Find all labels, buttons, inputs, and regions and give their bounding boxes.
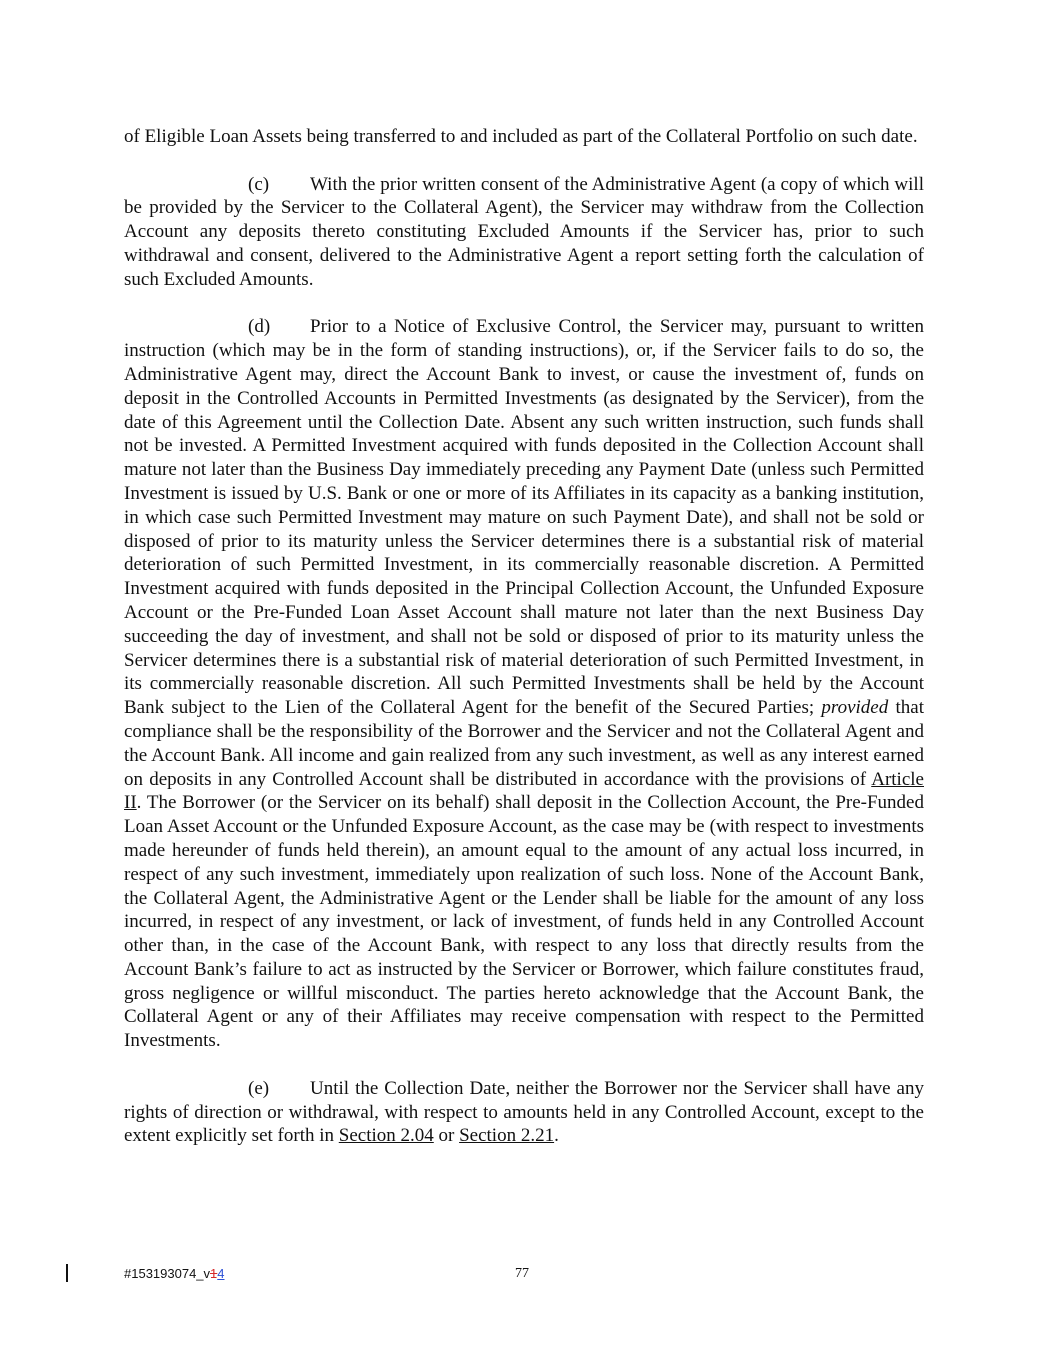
section-2-04-reference[interactable]: Section 2.04 — [338, 1125, 434, 1147]
provided-term: provided — [821, 697, 889, 719]
doc-id-prefix: #153193074_v — [124, 1266, 211, 1281]
paragraph-d — [124, 315, 924, 1053]
page-number: 77 — [515, 1266, 529, 1281]
paragraph-c — [124, 173, 924, 292]
article-ii-reference[interactable]: Article II — [124, 768, 924, 814]
footer-document-id — [124, 1266, 225, 1281]
deleted-version: 1 — [210, 1266, 218, 1281]
paragraph-e-text-2: or — [433, 1125, 460, 1147]
paragraph-d-text-1: Prior to a Notice of Exclusive Control, the Servicer may, pursuant to written instruction (which may be in the form of standing instructions), or, if the Servicer fails to do so, the Administrative Agent may, direct the Account Bank to invest, or cause the investment of, funds on deposit in the Controlled Accounts in Permitted Investments (as designated by the Servicer), from the date of this Agreement until the Collection Date. Absent any such written instruction, such funds shall not be invested. A Permitted Investment acquired with funds deposited in the Collection Account shall mature not later than the Business Day immediately preceding any Payment Date (unless such Permitted Investment is issued by U.S. Bank or one or more of its Affiliates in its capacity as a banking institution, in which case such Permitted Investment may mature on such Payment Date), and shall not be sold or disposed of prior to its maturity unless the Servicer determines there is a substantial risk of material deterioration of such Permitted Investment, in its commercially reasonable discretion. A Permitted Investment acquired with funds deposited in the Principal Collection Account, the Unfunded Exposure Account or the Pre-Funded Loan Asset Account shall mature not later than the next Business Day succeeding the day of investment, and shall not be sold or disposed of prior to its maturity unless the Servicer determines there is a substantial risk of material deterioration of such Permitted Investment, in its commercially reasonable discretion. All such Permitted Investments shall be held by the Account Bank subject to the Lien of the Collateral Agent for the benefit of the Secured Parties; — [124, 316, 924, 719]
paragraph-d-text-3: . The Borrower (or the Servicer on its behalf) shall deposit in the Collection Account, the Pre-Funded Loan Asset Account or the Unfunded Exposure Account, as the case may be (with respect to investments made hereunder of funds held therein), an amount equal to the amount of any actual loss incurred, in respect of any such investment, immediately upon realization of such loss. None of the Account Bank, the Collateral Agent, the Administrative Agent or the Lender shall be liable for the amount of any loss incurred, in respect of any investment, or lack of investment, of funds held in any Controlled Account other than, in the case of the Account Bank, with respect to any loss that directly results from the Account Bank’s failure to act as instructed by the Servicer or Borrower, which failure constitutes fraud, gross negligence or willful misconduct. The parties hereto acknowledge that the Account Bank, the Collateral Agent or any of their Affiliates may receive compensation with respect to the Permitted Investments. — [124, 792, 924, 1052]
section-2-21-reference[interactable]: Section 2.21 — [459, 1125, 555, 1147]
paragraph-e-text-1: Until the Collection Date, neither the Borrower nor the Servicer shall have any rights of direction or withdrawal, with respect to amounts held in any Controlled Account, except to the extent explicitly set forth in — [124, 1077, 924, 1147]
paragraph-e — [124, 1077, 924, 1148]
document-body — [124, 125, 924, 1172]
paragraph-d-label: (d) — [248, 316, 271, 338]
paragraph-c-label: (c) — [248, 173, 270, 195]
inserted-version: 4 — [217, 1266, 225, 1281]
paragraph-e-text-3: . — [554, 1125, 559, 1147]
paragraph-intro: of Eligible Loan Assets being transferred to and included as part of the Collateral Portfolio on such date. — [124, 126, 918, 147]
paragraph-d-text-2: that compliance shall be the responsibility of the Borrower and the Servicer and not the Collateral Agent and the Account Bank. All income and gain realized from any such investment, as well as any interest earned on deposits in any Controlled Account shall be distributed in accordance with the provisions of — [124, 697, 924, 790]
paragraph-c-text: With the prior written consent of the Administrative Agent (a copy of which will be provided by the Servicer to the Collateral Agent), the Servicer may withdraw from the Collection Account any deposits thereto constituting Excluded Amounts if the Servicer has, prior to such withdrawal and consent, delivered to the Administrative Agent a report setting forth the calculation of such Excluded Amounts. — [124, 173, 924, 290]
change-bar — [66, 1264, 68, 1282]
paragraph-e-label: (e) — [248, 1077, 270, 1099]
